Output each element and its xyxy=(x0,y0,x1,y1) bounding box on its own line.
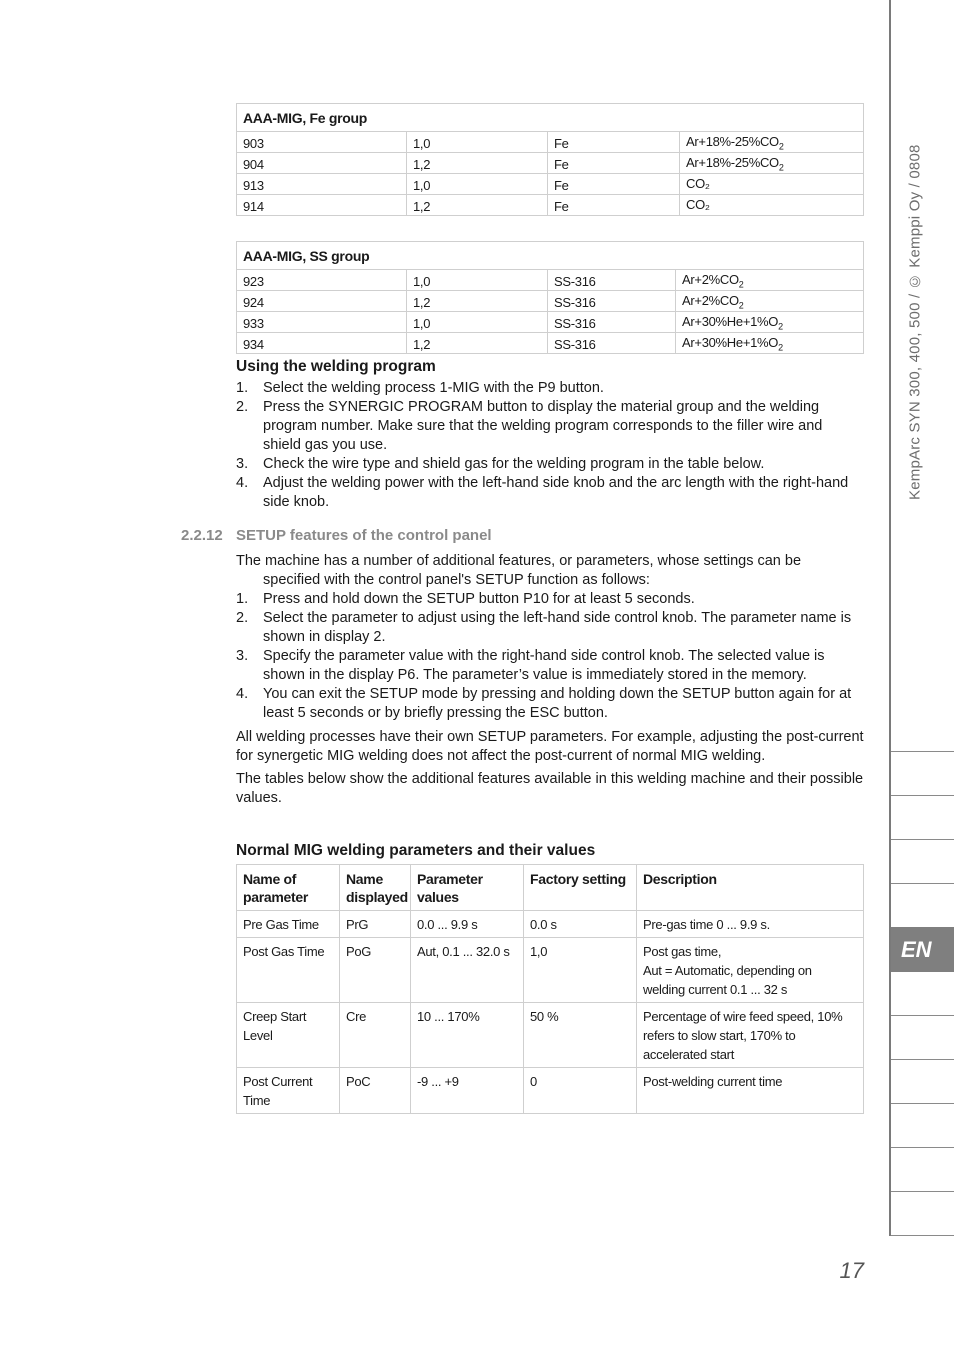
list-item: 1. Press and hold down the SETUP button P10 for at least 5 seconds. xyxy=(236,591,695,607)
table-row: 903 1,0 Fe $Ar+18\%-25\%CO_2$ xyxy=(237,132,864,153)
list-item: 2. Select the parameter to adjust using the left-hand side control knob. The parameter name is shown in display 2. xyxy=(236,610,852,645)
list-item: 3. Specify the parameter value with the right-hand side control knob. The selected value is shown in the display P6. The parameter’s value is immediately stored in the memory. xyxy=(236,648,825,683)
tab-divider xyxy=(891,795,954,796)
table-header-row: Name of parameter Name displayed Parameter values Factory setting Description xyxy=(237,865,864,911)
table-row: 913 1,0 Fe CO₂ xyxy=(237,174,864,195)
params-heading: Normal MIG welding parameters and their values xyxy=(236,842,596,859)
section-heading: 2.2.12 SETUP features of the control panel xyxy=(181,527,492,544)
list-item: 3. Check the wire type and shield gas for the welding program in the table below. xyxy=(236,456,765,472)
table-row: 923 1,0 SS-316 $Ar+2\%CO_2$ xyxy=(237,270,864,291)
table-row: Creep Start Level Cre 10 ... 170% 50 % Percentage of wire feed speed, 10% refers to slow start, 170% to accelerated start xyxy=(237,1003,864,1068)
fe-group-table xyxy=(236,103,864,216)
table-row: 904 1,2 Fe $Ar+18\%-25\%CO_2$ xyxy=(237,153,864,174)
setup-paragraph-2: The tables below show the additional features available in this welding machine and their possible values. xyxy=(236,771,864,806)
params-table xyxy=(236,864,864,1114)
tab-divider xyxy=(891,1103,954,1104)
table-row: 924 1,2 SS-316 $Ar+2\%CO_2$ xyxy=(237,291,864,312)
list-item: 2. Press the SYNERGIC PROGRAM button to display the material group and the welding program number. Make sure that the welding program corresponds to the filler wire and shield gas you use. xyxy=(236,399,823,453)
tab-divider xyxy=(891,1015,954,1016)
tab-divider xyxy=(891,1235,954,1236)
table-row: 914 1,2 Fe CO₂ xyxy=(237,195,864,216)
tab-divider xyxy=(891,1147,954,1148)
setup-paragraph-1: All welding processes have their own SETUP parameters. For example, adjusting the post-current for synergetic MIG welding does not affect the post-current of normal MIG welding. xyxy=(236,729,864,764)
sidebar-title: KempArc SYN 300, 400, 500 / © Kemppi Oy / 0808 xyxy=(906,144,924,500)
tab-divider xyxy=(891,883,954,884)
list-item: 4. You can exit the SETUP mode by pressing and holding down the SETUP button again for at least 5 seconds or by briefly pressing the ESC button. xyxy=(236,686,852,721)
setup-intro: The machine has a number of additional features, or parameters, whose settings can be specified with the control panel's SETUP function as follows: xyxy=(236,553,802,588)
fe-group-title: AAA-MIG, Fe group xyxy=(237,104,864,132)
table-row: Pre Gas Time PrG 0.0 ... 9.9 s 0.0 s Pre-gas time 0 ... 9.9 s. xyxy=(237,911,864,938)
setup-steps xyxy=(236,590,864,723)
page-number: 17 xyxy=(839,1258,864,1283)
ss-group-title: AAA-MIG, SS group xyxy=(237,242,864,270)
using-steps xyxy=(236,379,864,512)
margin-rule xyxy=(889,0,891,1236)
table-row: Post Current Time PoC -9 ... +9 0 Post-welding current time xyxy=(237,1068,864,1114)
tab-divider xyxy=(891,1191,954,1192)
ss-group-table xyxy=(236,241,864,354)
tab-divider xyxy=(891,1059,954,1060)
using-heading: Using the welding program xyxy=(236,358,436,375)
table-row: 933 1,0 SS-316 $Ar+30\%He+1\%O_2$ xyxy=(237,312,864,333)
tab-divider xyxy=(891,839,954,840)
list-item: 1. Select the welding process 1-MIG with the P9 button. xyxy=(236,380,604,396)
list-item: 4. Adjust the welding power with the left-hand side knob and the arc length with the right-hand side knob. xyxy=(236,475,849,510)
table-row: Post Gas Time PoG Aut, 0.1 ... 32.0 s 1,0 Post gas time, Aut = Automatic, depending on welding current 0.1 ... 32 s xyxy=(237,938,864,1003)
table-row: 934 1,2 SS-316 $Ar+30\%He+1\%O_2$ xyxy=(237,333,864,354)
language-tab[interactable]: EN xyxy=(891,927,954,972)
tab-divider xyxy=(891,751,954,752)
